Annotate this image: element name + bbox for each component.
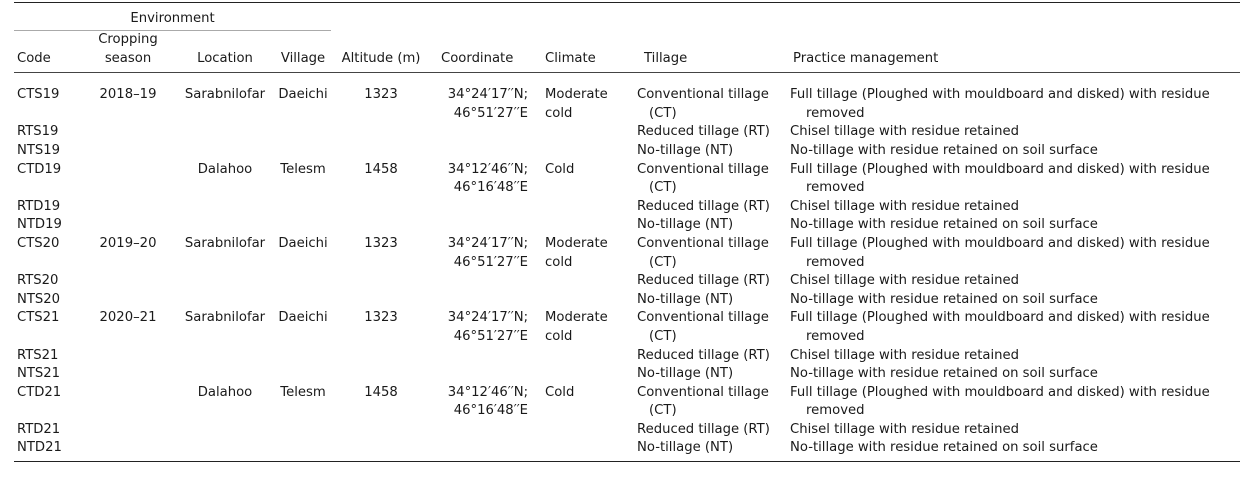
table-row	[14, 439, 1240, 461]
cell-coordinate	[431, 439, 538, 461]
cell-coordinate	[431, 365, 538, 384]
cell-practice: No-tillage with residue retained on soil surface	[790, 291, 1098, 307]
col-header-practice: Practice management	[790, 31, 1240, 73]
table-row	[14, 216, 1240, 235]
cell-altitude	[331, 291, 431, 310]
cell-location	[175, 272, 275, 291]
cell-coordinate: 34°24′17′′N; 46°51′27′′E	[447, 87, 529, 121]
cell-tillage: Reduced tillage (RT)	[637, 347, 770, 363]
col-header-code: Code	[14, 31, 81, 73]
cell-location	[175, 198, 275, 217]
environment-table	[14, 2, 1240, 462]
cell-coordinate: 34°12′46′′N; 46°16′48′′E	[447, 384, 529, 419]
col-header-season: Cropping season	[81, 31, 175, 73]
cell-tillage: No-tillage (NT)	[637, 142, 734, 158]
cell-tillage: No-tillage (NT)	[637, 440, 734, 456]
cell-code: CTS20	[17, 235, 60, 251]
cell-tillage: Conventional tillage (CT)	[637, 310, 769, 344]
cell-practice: Chisel tillage with residue retained	[790, 273, 1020, 289]
cell-village: Telesm	[280, 384, 326, 400]
cell-location	[175, 347, 275, 366]
cell-season	[81, 291, 175, 310]
cell-practice: Full tillage (Ploughed with mouldboard and disked) with residue removed	[790, 235, 1210, 270]
cell-altitude	[331, 216, 431, 235]
header-group-row	[14, 3, 1240, 31]
cell-code: NTS21	[17, 366, 61, 382]
cell-coordinate	[431, 272, 538, 291]
cell-village: Telesm	[280, 161, 326, 177]
table-row	[14, 198, 1240, 217]
table-row	[14, 291, 1240, 310]
cell-village	[275, 421, 331, 440]
cell-village	[275, 216, 331, 235]
cell-altitude	[331, 123, 431, 142]
cell-village	[275, 142, 331, 161]
cell-tillage: Conventional tillage (CT)	[637, 87, 769, 121]
environment-group-header: Environment	[14, 3, 331, 31]
table-row	[14, 142, 1240, 161]
table-body	[14, 73, 1240, 462]
cell-altitude	[331, 272, 431, 291]
cell-village	[275, 123, 331, 142]
cell-climate	[538, 421, 634, 440]
cell-climate	[538, 123, 634, 142]
cell-climate	[538, 272, 634, 291]
table-row	[14, 123, 1240, 142]
table-row	[14, 309, 1240, 346]
cell-coordinate: 34°12′46′′N; 46°16′48′′E	[447, 161, 529, 196]
cell-season	[81, 272, 175, 291]
cell-season	[81, 161, 175, 198]
cell-code: CTD19	[17, 161, 62, 177]
cell-code: NTS19	[17, 142, 61, 158]
cell-coordinate	[431, 123, 538, 142]
cell-altitude: 1323	[364, 87, 398, 103]
cell-climate	[538, 365, 634, 384]
cell-coordinate	[431, 347, 538, 366]
header-column-row	[14, 31, 1240, 73]
cell-climate: Moderate cold	[545, 310, 608, 344]
cell-tillage: Conventional tillage (CT)	[637, 384, 769, 419]
cell-season	[81, 421, 175, 440]
cell-coordinate	[431, 198, 538, 217]
cell-climate: Moderate cold	[545, 235, 608, 270]
cell-village: Daeichi	[278, 87, 328, 103]
cell-village: Daeichi	[278, 310, 328, 326]
cell-climate	[538, 439, 634, 461]
cell-location: Dalahoo	[197, 161, 253, 177]
cell-practice: Chisel tillage with residue retained	[790, 347, 1020, 363]
cell-season	[81, 384, 175, 421]
cell-season	[81, 347, 175, 366]
cell-code: CTS21	[17, 310, 60, 326]
cell-season	[81, 123, 175, 142]
cell-season	[81, 365, 175, 384]
cell-coordinate	[431, 421, 538, 440]
cell-tillage: No-tillage (NT)	[637, 217, 734, 233]
col-header-tillage: Tillage	[634, 31, 790, 73]
cell-coordinate	[431, 291, 538, 310]
cell-practice: Chisel tillage with residue retained	[790, 421, 1020, 437]
cell-location	[175, 365, 275, 384]
cell-coordinate: 34°24′17′′N; 46°51′27′′E	[447, 310, 529, 344]
cell-code: RTD21	[17, 421, 61, 437]
cell-code: RTS19	[17, 124, 59, 140]
cell-code: NTD19	[17, 217, 62, 233]
cell-practice: Chisel tillage with residue retained	[790, 124, 1020, 140]
cell-location	[175, 142, 275, 161]
cell-tillage: Reduced tillage (RT)	[637, 273, 770, 289]
cell-code: RTS21	[17, 347, 59, 363]
cell-season: 2019–20	[99, 235, 157, 251]
cell-practice: No-tillage with residue retained on soil surface	[790, 142, 1098, 158]
cell-season: 2020–21	[99, 310, 157, 326]
cell-tillage: Reduced tillage (RT)	[637, 421, 770, 437]
table-row	[14, 235, 1240, 272]
cell-altitude: 1458	[364, 161, 398, 177]
cell-village	[275, 198, 331, 217]
cell-location: Dalahoo	[197, 384, 253, 400]
cell-practice: Full tillage (Ploughed with mouldboard and disked) with residue removed	[790, 161, 1210, 196]
cell-climate	[538, 198, 634, 217]
cell-altitude	[331, 347, 431, 366]
cell-season	[81, 216, 175, 235]
cell-location	[175, 439, 275, 461]
table-row	[14, 272, 1240, 291]
cell-season: 2018–19	[99, 87, 157, 103]
cell-village	[275, 347, 331, 366]
table-row	[14, 73, 1240, 124]
cell-tillage: Conventional tillage (CT)	[637, 235, 769, 270]
cell-tillage: Reduced tillage (RT)	[637, 198, 770, 214]
cell-practice: Full tillage (Ploughed with mouldboard and disked) with residue removed	[790, 310, 1210, 344]
table-header	[14, 3, 1240, 73]
col-header-altitude: Altitude (m)	[331, 31, 431, 73]
cell-climate: Cold	[545, 161, 575, 177]
cell-practice: No-tillage with residue retained on soil surface	[790, 217, 1098, 233]
cell-village	[275, 365, 331, 384]
cell-tillage: Conventional tillage (CT)	[637, 161, 769, 196]
table-row	[14, 384, 1240, 421]
col-header-location: Location	[175, 31, 275, 73]
cell-location	[175, 421, 275, 440]
col-header-climate: Climate	[538, 31, 634, 73]
cell-code: NTD21	[17, 440, 62, 456]
cell-location	[175, 291, 275, 310]
cell-altitude	[331, 142, 431, 161]
table-row	[14, 347, 1240, 366]
cell-climate	[538, 291, 634, 310]
cell-tillage: No-tillage (NT)	[637, 291, 734, 307]
cell-climate: Moderate cold	[545, 87, 608, 121]
table-row	[14, 421, 1240, 440]
cell-coordinate	[431, 216, 538, 235]
cell-village	[275, 291, 331, 310]
table-row	[14, 161, 1240, 198]
cell-code: CTS19	[17, 87, 60, 103]
cell-season	[81, 439, 175, 461]
cell-village: Daeichi	[278, 235, 328, 251]
cell-practice: Full tillage (Ploughed with mouldboard and disked) with residue removed	[790, 384, 1210, 419]
table-row	[14, 365, 1240, 384]
cell-coordinate: 34°24′17′′N; 46°51′27′′E	[447, 235, 529, 270]
cell-location: Sarabnilofar	[184, 310, 266, 326]
cell-tillage: No-tillage (NT)	[637, 366, 734, 382]
cell-practice: No-tillage with residue retained on soil surface	[790, 440, 1098, 456]
cell-village	[275, 439, 331, 461]
cell-altitude: 1458	[364, 384, 398, 400]
col-header-village: Village	[275, 31, 331, 73]
cell-season	[81, 142, 175, 161]
cell-season	[81, 198, 175, 217]
cell-climate	[538, 142, 634, 161]
cell-practice: Full tillage (Ploughed with mouldboard and disked) with residue removed	[790, 87, 1210, 121]
cell-climate: Cold	[545, 384, 575, 400]
cell-code: RTD19	[17, 198, 61, 214]
cell-code: NTS20	[17, 291, 61, 307]
cell-climate	[538, 347, 634, 366]
cell-altitude	[331, 198, 431, 217]
cell-altitude: 1323	[364, 235, 398, 251]
cell-code: RTS20	[17, 273, 59, 289]
cell-village	[275, 272, 331, 291]
col-header-coordinate: Coordinate	[431, 31, 538, 73]
cell-practice: No-tillage with residue retained on soil surface	[790, 366, 1098, 382]
cell-coordinate	[431, 142, 538, 161]
cell-code: CTD21	[17, 384, 62, 400]
cell-altitude	[331, 421, 431, 440]
cell-climate	[538, 216, 634, 235]
cell-location	[175, 216, 275, 235]
cell-location: Sarabnilofar	[184, 87, 266, 103]
cell-altitude: 1323	[364, 310, 398, 326]
cell-altitude	[331, 439, 431, 461]
cell-location	[175, 123, 275, 142]
cell-location: Sarabnilofar	[184, 235, 266, 251]
cell-practice: Chisel tillage with residue retained	[790, 198, 1020, 214]
cell-tillage: Reduced tillage (RT)	[637, 124, 770, 140]
cell-altitude	[331, 365, 431, 384]
